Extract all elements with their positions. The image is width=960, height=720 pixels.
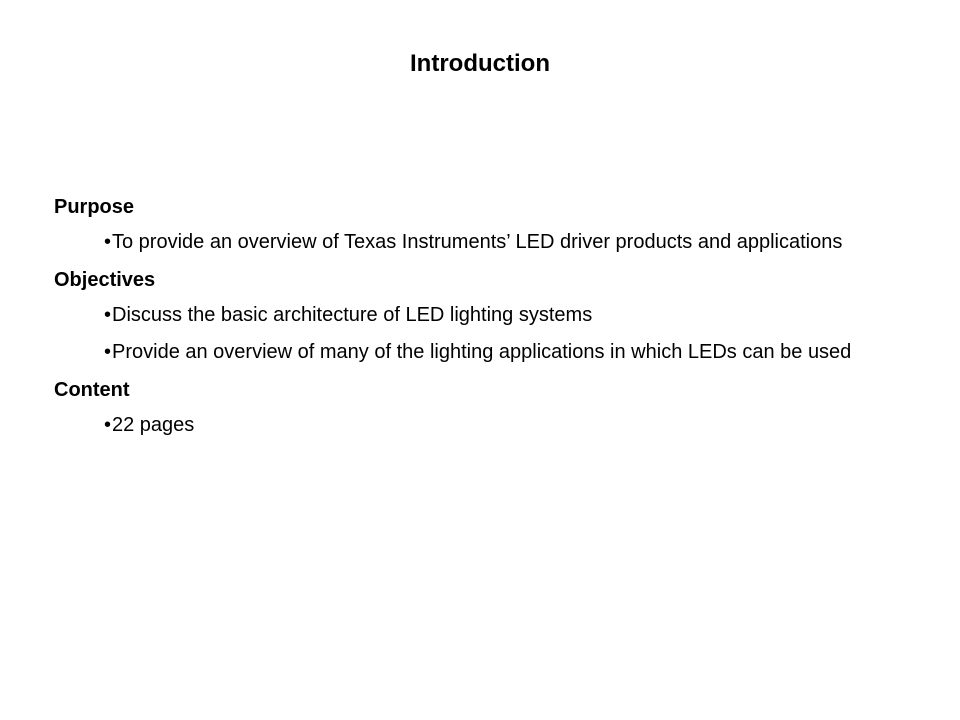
bullet-dot-icon: • <box>104 231 112 253</box>
bullet-dot-icon: • <box>104 304 112 326</box>
section-heading: Content <box>54 379 130 401</box>
section-purpose <box>54 194 914 255</box>
bullet-item <box>104 340 912 365</box>
section-heading: Objectives <box>54 269 156 291</box>
bullet-text: To provide an overview of Texas Instruments’ LED driver products and applications <box>112 231 843 253</box>
bullet-dot-icon: • <box>104 414 112 436</box>
slide-title: Introduction <box>410 50 550 77</box>
slide-content <box>54 194 914 450</box>
bullet-item <box>104 413 912 438</box>
bullet-text: Discuss the basic architecture of LED lighting systems <box>112 304 593 326</box>
section-objectives <box>54 267 914 365</box>
section-heading: Purpose <box>54 196 135 218</box>
bullet-text: 22 pages <box>112 414 195 436</box>
bullet-item <box>104 303 912 328</box>
section-content <box>54 377 914 438</box>
bullet-item <box>104 230 912 255</box>
bullet-dot-icon: • <box>104 341 112 363</box>
bullet-text: Provide an overview of many of the lighting applications in which LEDs can be used <box>112 341 852 363</box>
